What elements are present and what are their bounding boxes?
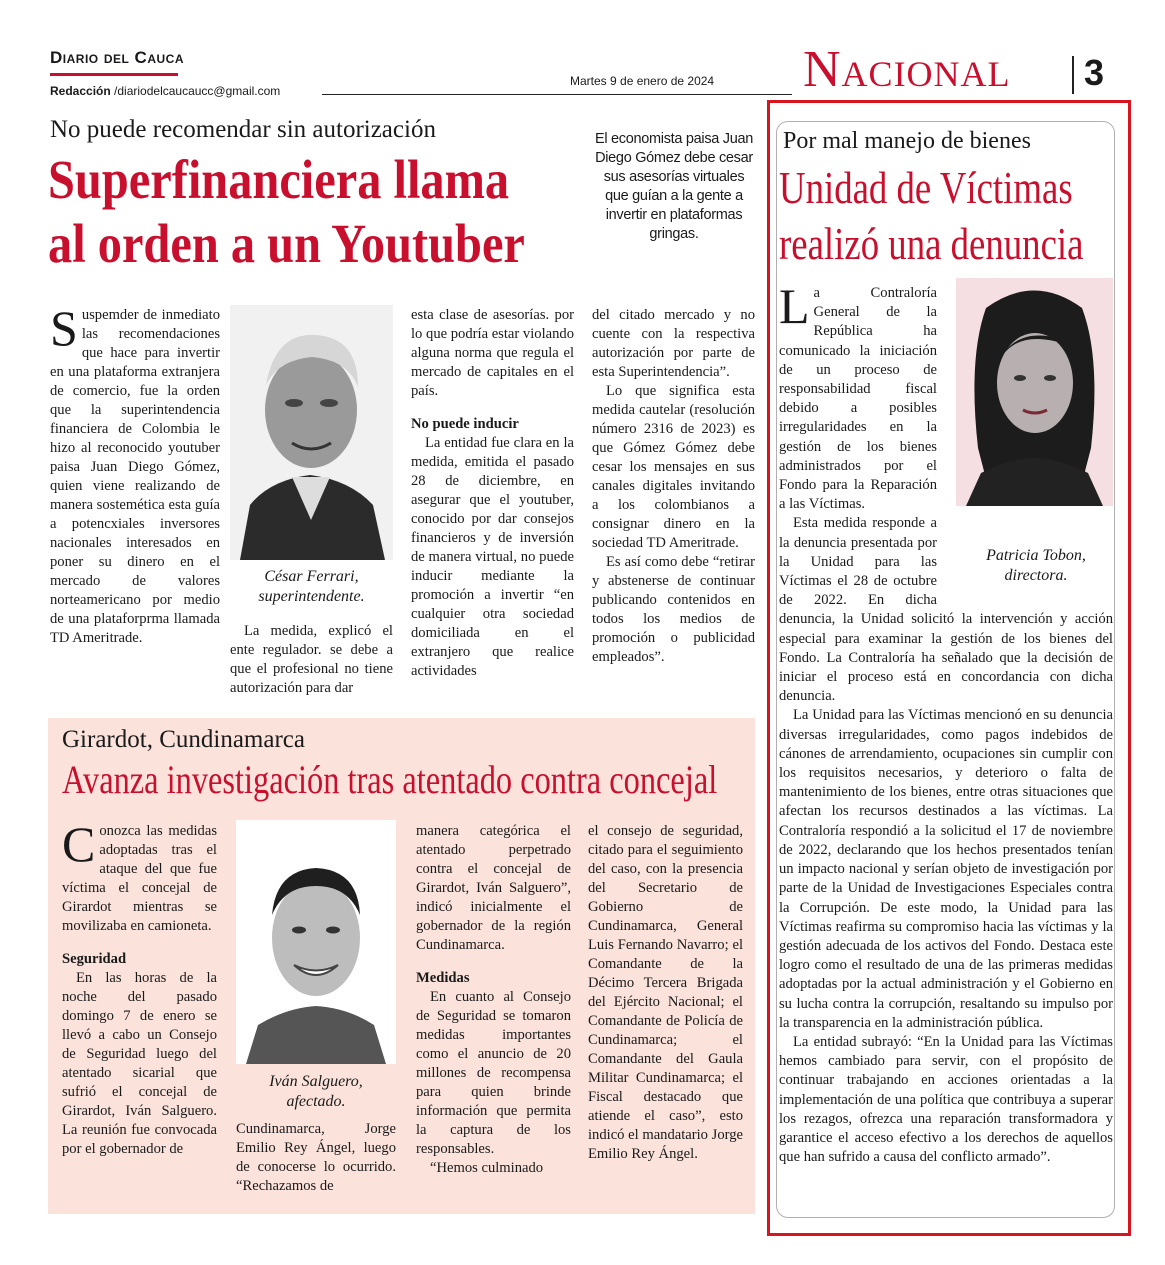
header-rule: [322, 94, 792, 95]
article1-col2: [230, 622, 393, 698]
caption-title: directora.: [1004, 567, 1068, 584]
article3-paragraph: La Unidad para las Víctimas mencionó en su denuncia diversas irregularidades, como pagos indebidos de cánones de arrendamiento, ocupaciones sin cumplir con los requisitos necesarios, y deterioro o falta de mantenimiento de los bienes, entre otras situaciones que afectan los recursos destinados a las víctimas. La Contraloría respondió a la solicitud el 17 de noviembre de 2022, declarando que los hechos presentados tenían un impacto nacional y serían objeto de investigación por parte de la Unidad de Investigaciones Especiales contra la Corrupción. De este modo, la Unidad para las Víctimas reafirma su compromiso hacia las víctimas y la gestión adecuada de los activos del Fondo. Destaca este logro como el resultado de una de las primeras medidas adoptadas por la actual administración y el Gobierno en su lucha contra la corrupción, resaltando su impulso por la transparencia en la administración pública.: [779, 707, 1113, 1031]
article3-paragraph: a Contraloría General de la República ha comunicado la iniciación de un proceso de responsabilidad fiscal debido a posibles irregularidades en la gestión de los bienes administrados por el Fondo para la Reparación a las Víctimas.: [779, 285, 937, 513]
article2-col3: [416, 822, 571, 1178]
portrait-man-icon: [236, 820, 396, 1064]
portrait-man-icon: [230, 305, 393, 560]
article2-paragraph: el consejo de seguridad, citado para el seguimiento del caso, con la presencia del Secretario de Gobierno de Cundinamarca, General Luis Fernando Navarro; el Comandante de la Décimo Tercera Brigada del Ejército Nacional; el Comandante de Policía de Cundinamarca; el Comandante del Gaula Militar Cundinamarca; el Fiscal destacado que atiende el caso”, esto indicó el mandatario Jorge Emilio Rey Ángel.: [588, 823, 743, 1162]
article1-dropcap: S: [50, 300, 78, 356]
caption-title: superintendente.: [258, 588, 365, 605]
masthead-underline: [50, 73, 178, 76]
article3-kicker: Por mal manejo de bienes: [783, 128, 1031, 154]
photo-cesar-ferrari: [230, 305, 393, 560]
photo-ivan-salguero: [236, 820, 396, 1064]
article1-paragraph: Es así como debe “retirar y abstenerse de continuar publicando contenidos en todos los medios de promoción o publicidad empleados”.: [592, 554, 755, 665]
caption-name: Patricia Tobon,: [986, 547, 1086, 564]
article2-headline: Avanza investigación tras atentado contra concejal: [62, 757, 718, 802]
article1-paragraph: Lo que significa esta medida cautelar (resolución número 2316 de 2023) es que Gómez Gómez debe cesar los mensajes en sus canales digitales invitando a los colombianos a consignar dinero en la sociedad TD Ameritrade.: [592, 383, 755, 551]
article2-paragraph: En cuanto al Consejo de Seguridad se tomaron medidas importantes como el anuncio de 20 millones de recompensa para quien brinde información que permita la captura de los responsables.: [416, 989, 571, 1157]
article1-col3: [411, 306, 574, 681]
article1-summary: El economista paisa Juan Diego Gómez debe cesar sus asesorías virtuales que guían a la gente a invertir en plataformas gringas.: [594, 131, 754, 242]
article1-kicker: No puede recomendar sin autorización: [50, 116, 436, 143]
article1-paragraph: La entidad fue clara en la medida, emitida el pasado 28 de diciembre, en asegurar que el youtuber, conocido por dar consejos financieros y de inversión de manera virtual, no puede inducir mediante la promoción a invertir “en cualquier otra sociedad domiciliada en el extranjero que realice actividades: [411, 435, 574, 679]
caption-name: César Ferrari,: [264, 568, 359, 585]
article2-col4: [588, 822, 743, 1164]
article3-headline-line1: Unidad de Víctimas: [779, 162, 1073, 213]
article3-body: [779, 278, 1113, 1167]
article2-paragraph: onozca las medidas adoptadas tras el ataque del que fue víctima el concejal de Girardot mientras se movilizaba en camioneta.: [62, 823, 217, 934]
article2-subhead: Medidas: [416, 970, 470, 986]
article2-col2: [236, 1120, 396, 1196]
masthead-logo: Diario del Cauca: [50, 48, 184, 67]
article1-photo-caption: [230, 567, 393, 607]
article1-subhead: No puede inducir: [411, 416, 519, 432]
article2-col1: [62, 816, 217, 1159]
caption-name: Iván Salguero,: [269, 1073, 363, 1090]
article1-paragraph: del citado mercado y no cuente con la respectiva autorización por parte de esta Superintendencia”.: [592, 307, 755, 380]
article3-paragraph: La entidad subrayó: “En la Unidad para las Víctimas hemos cambiado para servir, con el propósito de continuar trabajando en acciones orientadas a la implementación de una política que contribuya a superar los rezagos, ofrezca una reparación transformadora y garantice el acceso efectivo a los derechos de aquellos que han sufrido a causa del conflicto armado”.: [779, 1033, 1113, 1166]
redaccion-label: Redacción: [50, 84, 111, 98]
article2-subhead: Seguridad: [62, 951, 127, 967]
article3-headline: [779, 160, 1083, 272]
article2-photo-caption: [236, 1072, 396, 1112]
article1-headline-line1: Superfinanciera llama: [48, 149, 510, 210]
section-title: Nacional: [803, 41, 1011, 98]
article1-col1: [50, 300, 220, 648]
redaccion-email[interactable]: /diariodelcaucaucc@gmail.com: [114, 84, 281, 98]
article2-paragraph: manera categórica el atentado perpetrado contra el concejal de Girardot, Iván Salguero”, indicó inicialmente el gobernador de la región Cundinamarca.: [416, 823, 571, 953]
article3-paragraph: Esta medida responde a la denuncia presentada por la Unidad para las Víctimas el 28 de octubre de 2022. En dicha denuncia, la Unidad solicitó la intervención y acción especial para examinar la gestión de los bienes del Fondo. La Contraloría ha señalado que la decisión de iniciar el proceso está en concordancia con dicha denuncia.: [779, 515, 1113, 705]
page-separator: [1072, 56, 1074, 94]
article2-kicker: Girardot, Cundinamarca: [62, 726, 305, 753]
page-number: 3: [1084, 52, 1105, 93]
article1-paragraph: esta clase de asesorías. por lo que podría estar violando alguna norma que regula el mercado de capitales en el país.: [411, 307, 574, 399]
article2-paragraph: Cundinamarca, Jorge Emilio Rey Ángel, luego de conocerse lo ocurrido. “Rechazamos de: [236, 1121, 396, 1194]
article1-col4: [592, 306, 755, 667]
issue-date: Martes 9 de enero de 2024: [570, 74, 715, 88]
article2-paragraph: “Hemos culminado: [430, 1160, 544, 1176]
caption-title: afectado.: [286, 1093, 346, 1110]
article2-paragraph: En las horas de la noche del pasado domingo 7 de enero se llevó a cabo un Consejo de Seguridad luego del atentado sicarial que sufrió el concejal de Girardot, Iván Salguero. La reunión fue convocada por el gobernador de: [62, 970, 217, 1157]
redaccion-line: [50, 84, 280, 98]
article2-dropcap: C: [62, 816, 96, 872]
article3-photo-float-spacer: [943, 284, 1113, 599]
article1-paragraph: La medida, explicó el ente regulador. se debe a que el profesional no tiene autorización para dar: [230, 623, 393, 696]
article3-headline-line2: realizó una denuncia: [779, 218, 1084, 269]
article1-paragraph: uspemder de inmediato las recomendaciones que hace para invertir en una plataforma extranjera de comercio, fue la orden que la superintendencia financiera de Colombia le hizo al reconocido youtuber paisa Juan Diego Gómez, quien viene realizando de manera sostemética esta guía a potencxiales inversores nacionales interesados en poner su dinero en el mercado de valores norteamericano por medio de una plataforprma llamada TD Ameritrade.: [50, 307, 220, 646]
article1-headline-line2: al orden a un Youtuber: [48, 213, 525, 274]
article3-dropcap: L: [779, 278, 810, 334]
article1-headline: [48, 150, 525, 274]
